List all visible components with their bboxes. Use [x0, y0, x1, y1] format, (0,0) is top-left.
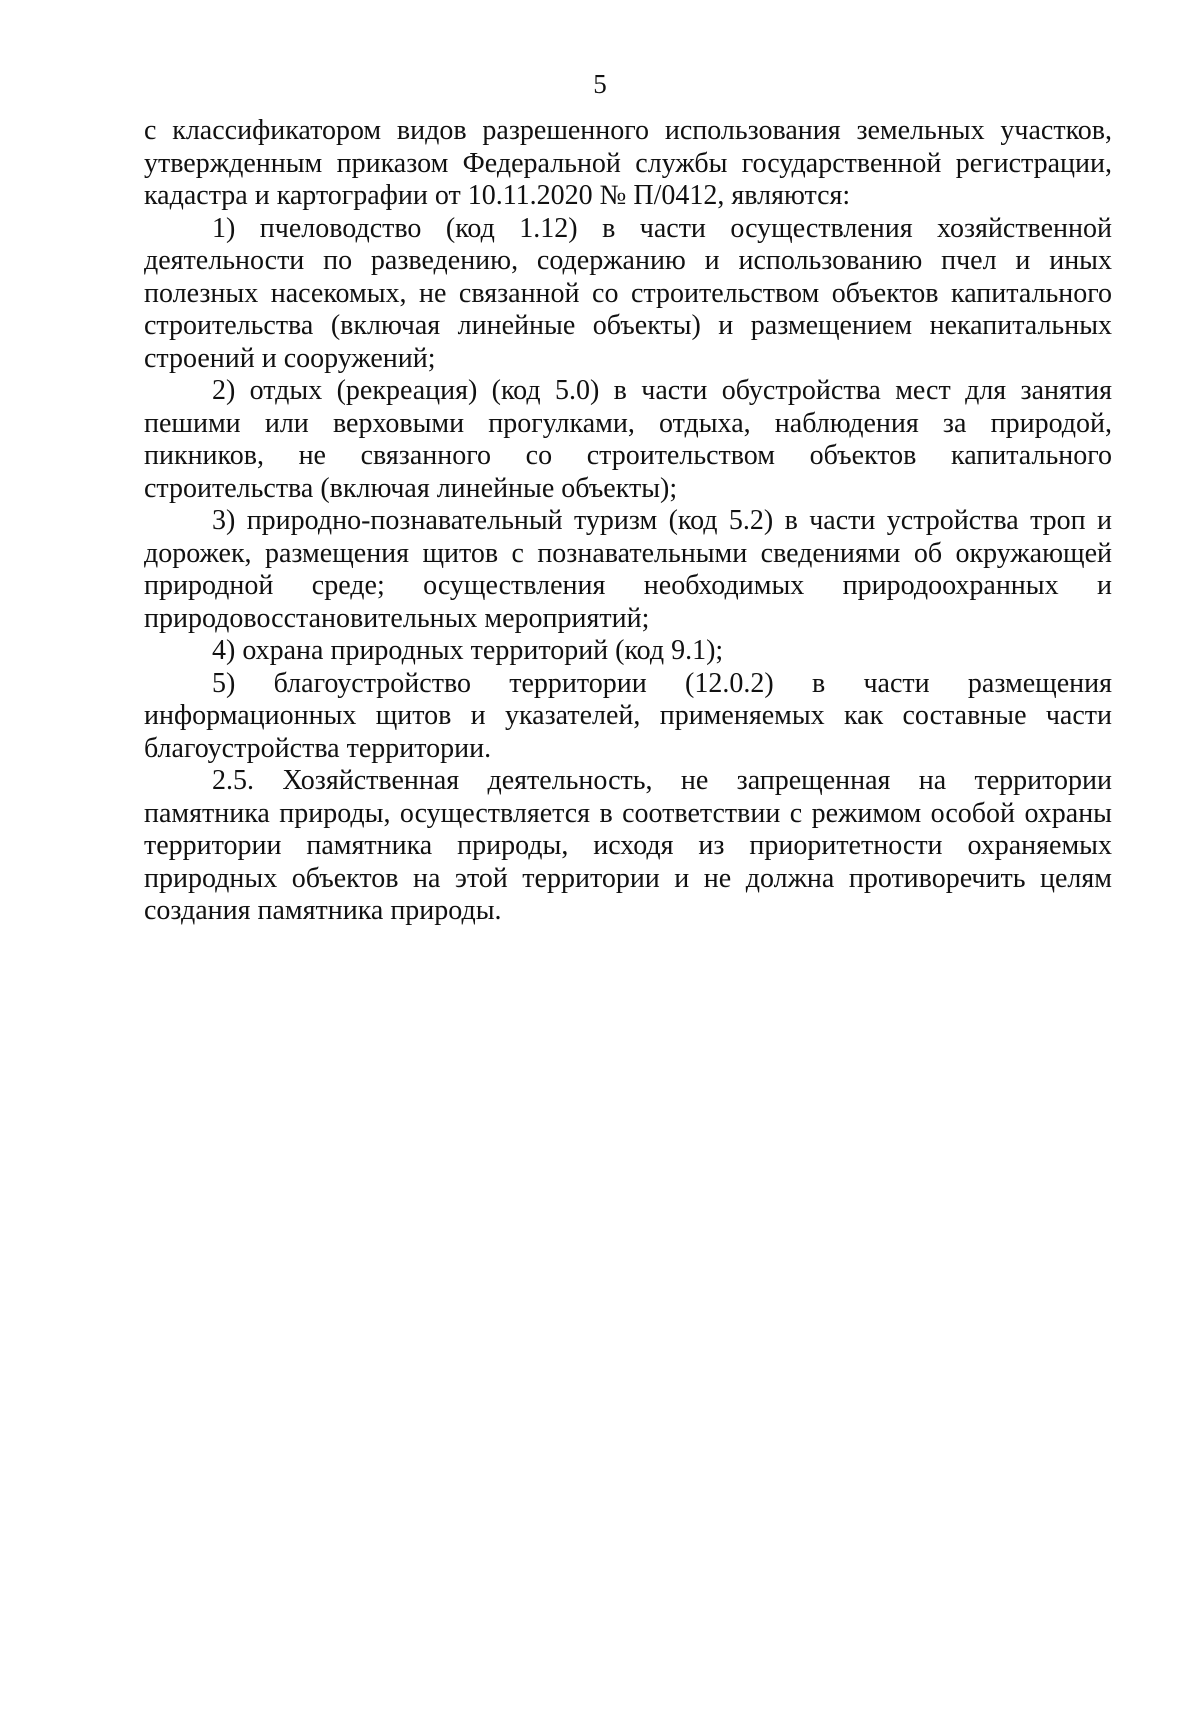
document-body — [144, 115, 1112, 928]
section-2-5-paragraph: 2.5. Хозяйственная деятельность, не запрещенная на территории памятника природы, осуществляется в соответствии с режимом особой охраны территории памятника природы, исходя из приоритетности охраняемых природных объектов на этой территории и не должна противоречить целям создания памятника природы. — [144, 765, 1112, 926]
list-item-beekeeping: 1) пчеловодство (код 1.12) в части осуществления хозяйственной деятельности по разведению, содержанию и использованию пчел и иных полезных насекомых, не связанной со строительством объектов капитального строительства (включая линейные объекты) и размещением некапитальных строений и сооружений; — [144, 212, 1112, 374]
intro-paragraph: с классификатором видов разрешенного использования земельных участков, утвержденным приказом Федеральной службы государственной регистрации, кадастра и картографии от 10.11.2020 № П/0412, являются: — [144, 115, 1112, 211]
page-number: 5 — [593, 69, 607, 99]
list-item-landscaping: 5) благоустройство территории (12.0.2) в части размещения информационных щитов и указателей, применяемых как составные части благоустройства территории. — [144, 667, 1112, 764]
list-item-nature-protection: 4) охрана природных территорий (код 9.1); — [212, 635, 724, 666]
list-item-recreation: 2) отдых (рекреация) (код 5.0) в части обустройства мест для занятия пешими или верховыми прогулками, отдыха, наблюдения за природой, пикников, не связанного со строительством объектов капитального строительства (включая линейные объекты); — [144, 375, 1112, 504]
list-item-eco-tourism: 3) природно-познавательный туризм (код 5.2) в части устройства троп и дорожек, размещения щитов с познавательными сведениями об окружающей природной среде; осуществления необходимых природоохранных и природовосстановительных мероприятий; — [144, 505, 1112, 634]
